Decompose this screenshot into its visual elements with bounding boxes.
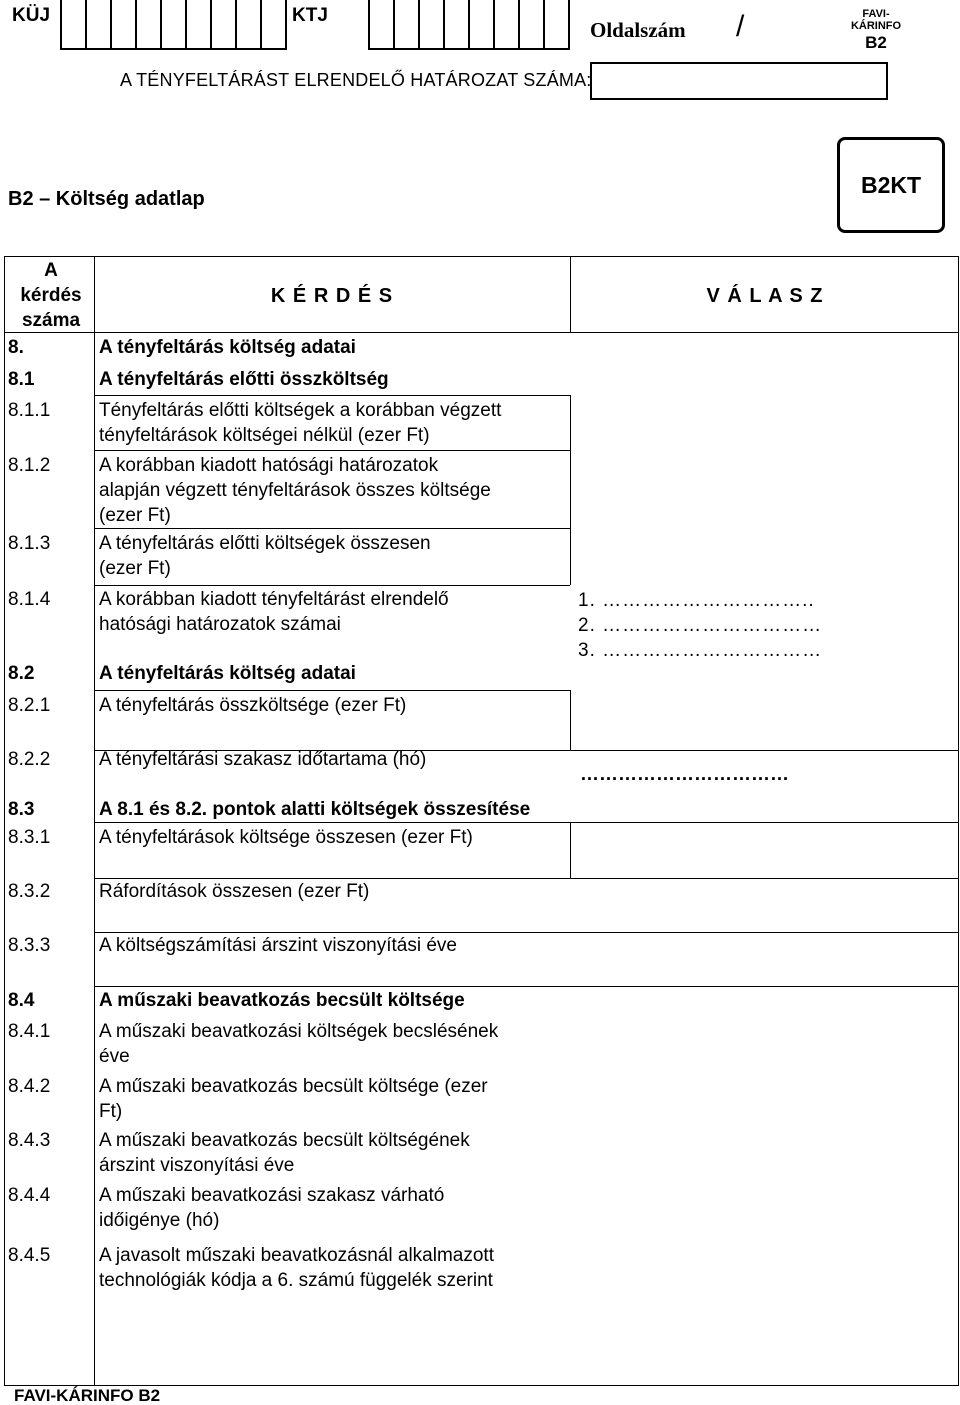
column-header-number: A kérdés száma	[20, 260, 82, 331]
row-question: Tényfeltárás előtti költségek a korábban végzett tényfeltárások költségei nélkül (ezer Ft)	[99, 400, 502, 446]
row-number: 8.4.4	[8, 1185, 51, 1206]
row-number: 8.2	[8, 663, 35, 684]
ktj-digit-box[interactable]	[495, 0, 520, 48]
row-number: 8.1	[8, 369, 35, 390]
row-question: A műszaki beavatkozás becsült költségének árszint viszonyítási éve	[99, 1130, 470, 1176]
row-divider	[94, 528, 570, 529]
row-number: 8.2.2	[8, 749, 51, 770]
row-number: 8.1.4	[8, 589, 51, 610]
row-question: A tényfeltárás előtti összköltség	[99, 369, 389, 390]
row-number: 8.2.1	[8, 695, 51, 716]
row-number: 8.1.3	[8, 533, 51, 554]
row-number: 8.3.2	[8, 881, 51, 902]
row-number: 8.1.2	[8, 455, 51, 476]
page-number-label: Oldalszám	[590, 18, 686, 42]
row-question: A korábban kiadott hatósági határozatok alapján végzett tényfeltárások összes költsége (ezer Ft)	[99, 455, 491, 526]
row-number: 8.4.1	[8, 1021, 51, 1042]
column-header-answer: V Á L A S Z	[706, 285, 824, 307]
row-question: A tényfeltárási szakasz időtartama (hó)	[99, 749, 427, 770]
ktj-digit-box[interactable]	[395, 0, 420, 48]
row-divider	[94, 690, 570, 691]
column-divider	[570, 395, 571, 585]
favi-line-1: FAVI-	[862, 8, 890, 20]
document-title: B2 – Költség adatlap	[8, 188, 205, 210]
row-number: 8.1.1	[8, 400, 51, 421]
kuj-input-boxes[interactable]	[60, 0, 287, 50]
row-question: A tényfeltárás előtti költségek összesen (ezer Ft)	[99, 533, 431, 579]
row-number: 8.3	[8, 799, 35, 820]
row-number: 8.4	[8, 990, 35, 1011]
row-question: A 8.1 és 8.2. pontok alatti költségek összesítése	[99, 799, 531, 820]
answer-duration-dots[interactable]: ……………………………	[580, 764, 789, 785]
kuj-digit-box[interactable]	[87, 0, 112, 48]
column-divider	[94, 256, 95, 1386]
row-question: A költségszámítási árszint viszonyítási éve	[99, 935, 457, 956]
row-question: A tényfeltárás költség adatai	[99, 663, 356, 684]
row-question: A műszaki beavatkozási szakasz várható időigénye (hó)	[99, 1185, 445, 1231]
row-question: A műszaki beavatkozás becsült költsége (ezer Ft)	[99, 1076, 488, 1122]
row-number: 8.4.5	[8, 1245, 51, 1266]
row-number: 8.3.3	[8, 935, 51, 956]
row-number: 8.4.3	[8, 1130, 51, 1151]
ktj-input-boxes[interactable]	[368, 0, 570, 50]
kuj-digit-box[interactable]	[112, 0, 137, 48]
row-question: A tényfeltárás költség adatai	[99, 337, 356, 358]
kuj-digit-box[interactable]	[212, 0, 237, 48]
kuj-digit-box[interactable]	[187, 0, 212, 48]
ktj-digit-box[interactable]	[420, 0, 445, 48]
ktj-label: KTJ	[292, 5, 328, 26]
row-divider	[94, 585, 570, 586]
row-question: A tényfeltárás összköltsége (ezer Ft)	[99, 695, 407, 716]
form-code-badge: B2KT	[837, 137, 945, 233]
row-question: A műszaki beavatkozási költségek becslésének éve	[99, 1021, 499, 1067]
column-divider	[570, 690, 571, 750]
answer-line-2[interactable]: 2. ……………………………	[578, 615, 823, 636]
ktj-digit-box[interactable]	[445, 0, 470, 48]
answer-line-3[interactable]: 3. ……………………………	[578, 640, 823, 661]
row-divider	[94, 986, 959, 987]
favi-line-2: KÁRINFO	[850, 20, 902, 32]
ktj-digit-box[interactable]	[545, 0, 570, 48]
kuj-digit-box[interactable]	[262, 0, 287, 48]
row-number: 8.	[8, 337, 24, 358]
row-divider	[94, 450, 570, 451]
kuj-digit-box[interactable]	[137, 0, 162, 48]
favi-karinfo-label	[850, 8, 902, 54]
kuj-digit-box[interactable]	[62, 0, 87, 48]
row-divider	[4, 332, 959, 333]
page-footer: FAVI-KÁRINFO B2	[14, 1386, 161, 1405]
row-question: Ráfordítások összesen (ezer Ft)	[99, 881, 370, 902]
row-divider	[94, 395, 570, 396]
ktj-digit-box[interactable]	[370, 0, 395, 48]
column-divider	[570, 822, 571, 878]
favi-line-3: B2	[865, 33, 887, 52]
ktj-digit-box[interactable]	[470, 0, 495, 48]
ktj-digit-box[interactable]	[520, 0, 545, 48]
kuj-label: KÜJ	[12, 5, 51, 26]
page-number-separator: /	[736, 10, 745, 43]
row-question: A korábban kiadott tényfeltárást elrendelő hatósági határozatok számai	[99, 589, 449, 635]
row-divider	[94, 822, 959, 823]
row-number: 8.4.2	[8, 1076, 51, 1097]
row-question: A tényfeltárások költsége összesen (ezer Ft)	[99, 827, 473, 848]
row-question: A javasolt műszaki beavatkozásnál alkalmazott technológiák kódja a 6. számú függelék szerint	[99, 1245, 494, 1291]
hatarozat-label: A TÉNYFELTÁRÁST ELRENDELŐ HATÁROZAT SZÁMA:	[120, 70, 592, 90]
row-number: 8.3.1	[8, 827, 51, 848]
row-question: A műszaki beavatkozás becsült költsége	[99, 990, 465, 1011]
hatarozat-number-field[interactable]	[590, 62, 888, 100]
column-header-question: K É R D É S	[270, 285, 394, 307]
kuj-digit-box[interactable]	[237, 0, 262, 48]
answer-line-1[interactable]: 1. …………………………..	[578, 590, 815, 611]
kuj-digit-box[interactable]	[162, 0, 187, 48]
